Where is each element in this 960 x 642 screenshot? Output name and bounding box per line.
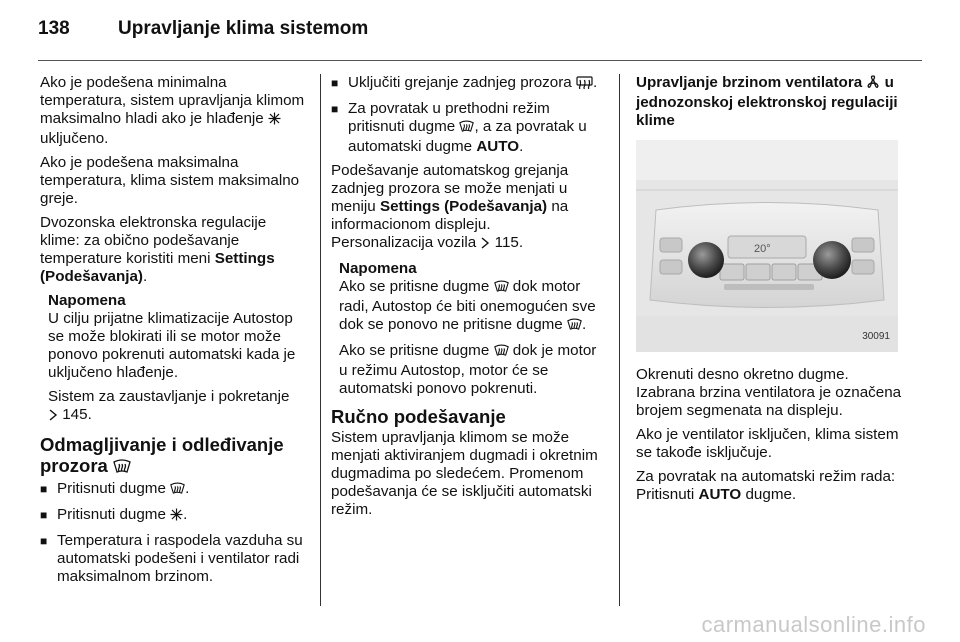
column-2 <box>331 74 607 525</box>
note-block <box>40 292 310 426</box>
section-heading-defrost: Odmagljivanje i odleđivanje prozora <box>40 434 284 476</box>
list-item: ■ Pritisnuti dugme . <box>40 480 310 500</box>
note-title: Napomena <box>339 260 417 277</box>
list-item: ■ Temperatura i raspodela vazduha su automatski podešeni i ventilator radi maksimalnom brzinom. <box>40 532 303 585</box>
list-item: ■ Uključiti grejanje zadnjeg prozora . <box>331 74 607 94</box>
climate-control-photo <box>636 140 898 352</box>
note-block <box>331 260 607 398</box>
page-title: Upravljanje klima sistemom <box>118 18 369 39</box>
photo-code: 30091 <box>862 331 890 342</box>
windshield-defrost-icon <box>113 457 131 478</box>
windshield-defrost-icon <box>459 120 474 138</box>
note-reference: Sistem za zaustavljanje i pokretanje 145. <box>48 388 310 426</box>
paragraph-fan-off: Ako je ventilator isključen, klima sistem se takođe isključuje. <box>636 426 899 461</box>
paragraph-dual-zone: Dvozonska elektronska regulacije klime: za obično podešavanje temperature koristiti meni Settings (Podešavanja). <box>40 214 275 285</box>
page-reference-icon <box>480 236 490 254</box>
note-title: Napomena <box>48 292 126 309</box>
auto-label: AUTO <box>698 486 742 503</box>
section-heading-manual: Ručno podešavanje <box>331 406 506 427</box>
auto-label: AUTO <box>476 138 520 155</box>
watermark: carmanualsonline.info <box>701 612 926 637</box>
rear-window-list <box>331 74 607 156</box>
column-divider <box>320 74 321 606</box>
paragraph-turn-knob: Okrenuti desno okretno dugme. Izabrana brzina ventilatora je označena brojem segmenata na displeju. <box>636 366 902 419</box>
display-readout: 20° <box>754 243 771 255</box>
paragraph-rear-heating: Podešavanje automatskog grejanja zadnjeg prozora se može menjati u meniju Settings (Podešavanja) na informacionom displeju. Personalizacija vozila 115. <box>331 162 607 254</box>
note-text: Ako se pritisne dugme dok je motor u režimu Autostop, motor će se automatski ponovo pokrenuti. <box>339 342 597 397</box>
page-header <box>38 18 368 40</box>
header-rule <box>38 60 922 61</box>
paragraph-auto-return: Za povratak na automatski režim rada: Pritisnuti AUTO dugme. <box>636 468 896 503</box>
paragraph-max-temp: Ako je podešena maksimalna temperatura, klima sistem maksimalno greje. <box>40 154 300 207</box>
column-3 <box>636 74 906 510</box>
right-knob <box>813 241 851 279</box>
windshield-defrost-icon <box>567 318 582 336</box>
paragraph-manual: Sistem upravljanja klimom se može menjati aktiviranjem dugmadi i okretnim dugmadima po sledećem. Promenom podešavanja će se isključiti automatski režim. <box>331 429 598 518</box>
settings-menu-label: Settings (Podešavanja) <box>379 198 548 215</box>
column-divider <box>619 74 620 606</box>
fan-speed-heading: Upravljanje brzinom ventilatora u jednozonskoj elektronskoj regulaciji klime <box>636 74 898 129</box>
defrost-steps-list <box>40 480 310 586</box>
settings-menu-label: Settings (Podešavanja) <box>40 250 275 285</box>
snowflake-cooling-icon <box>268 112 281 130</box>
rear-window-heater-icon <box>576 76 593 94</box>
windshield-defrost-icon <box>494 344 509 362</box>
fan-icon <box>866 75 880 94</box>
paragraph-min-temp: Ako je podešena minimalna temperatura, sistem upravljanja klimom maksimalno hladi ako je hlađenje uključeno. <box>40 74 305 147</box>
page-reference-icon <box>48 408 58 426</box>
column-1 <box>40 74 310 592</box>
list-item: ■ Za povratak u prethodni režim pritisnuti dugme , a za povratak u automatski dugme AUTO. <box>331 100 587 155</box>
note-text: Ako se pritisne dugme dok motor radi, Autostop će biti onemogućen sve dok se ponovo ne pritisne dugme . <box>339 278 607 336</box>
list-item: ■ Pritisnuti dugme . <box>40 506 310 526</box>
page-number: 138 <box>38 18 70 39</box>
snowflake-cooling-icon <box>170 508 183 526</box>
windshield-defrost-icon <box>494 280 509 298</box>
note-text: U cilju prijatne klimatizacije Autostop se može blokirati ili se motor može ponovo pokrenuti automatski kada je uključeno hlađenje. <box>48 310 296 381</box>
left-knob <box>688 242 724 278</box>
windshield-defrost-icon <box>170 482 185 500</box>
